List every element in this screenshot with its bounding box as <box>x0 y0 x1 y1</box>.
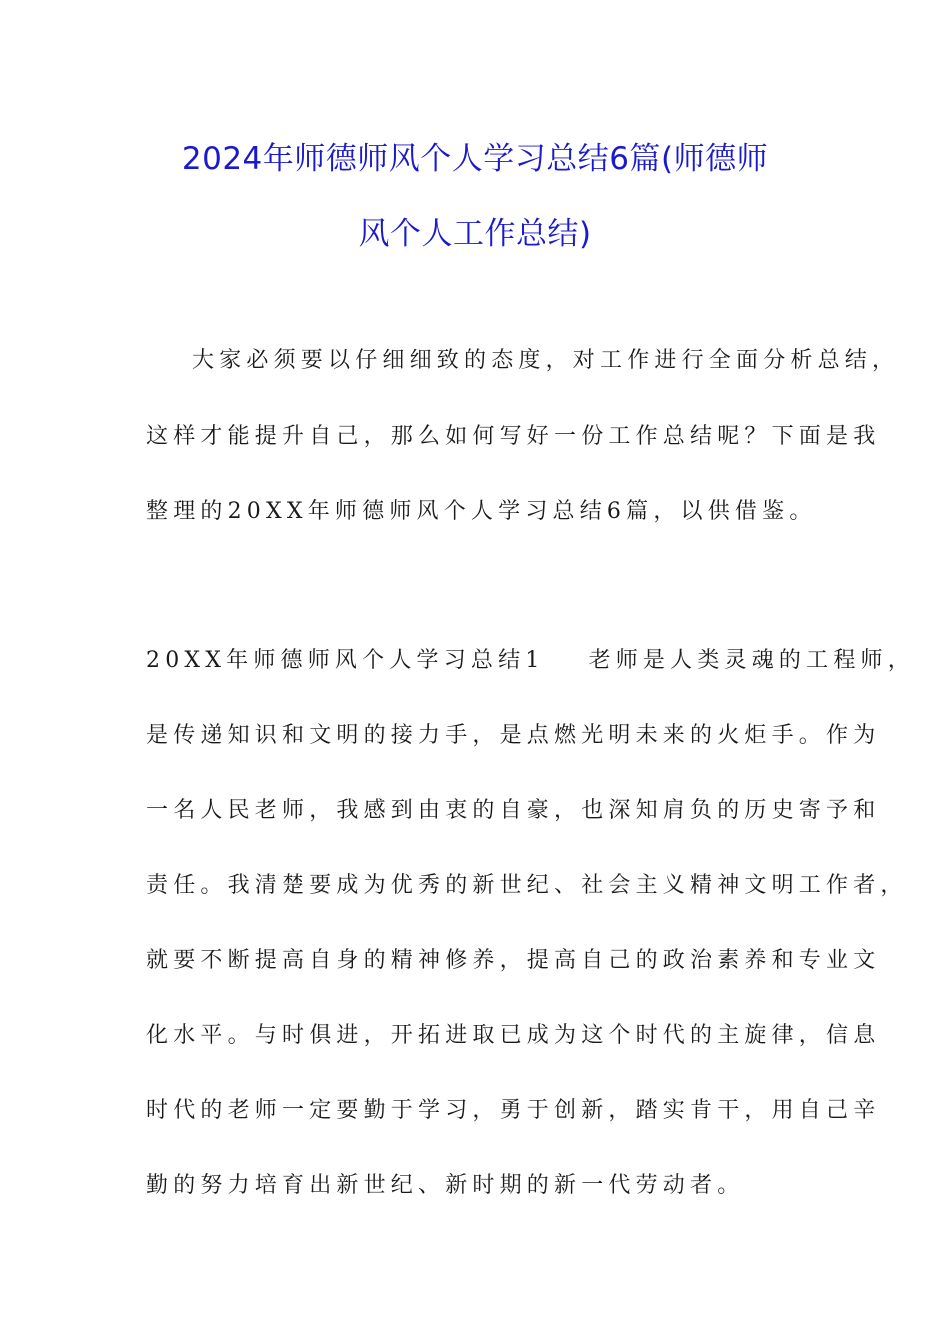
document-title-line-1: 2024年师德师风个人学习总结6篇(师德师 <box>181 141 769 177</box>
paragraph-line: 是传递知识和文明的接力手，是点燃光明未来的火炬手。作为 <box>146 723 881 748</box>
paragraph-line: 一名人民老师，我感到由衷的自豪，也深知肩负的历史寄予和 <box>146 798 881 823</box>
paragraph-text: 老师是人类灵魂的工程师， <box>588 648 915 673</box>
intro-line: 整理的20XX年师德师风个人学习总结6篇，以供借鉴。 <box>146 499 817 524</box>
paragraph-line: 时代的老师一定要勤于学习，勇于创新，踏实肯干，用自己辛 <box>146 1098 881 1123</box>
section-first-line <box>146 647 915 675</box>
intro-line: 这样才能提升自己，那么如何写好一份工作总结呢？下面是我 <box>146 424 881 449</box>
intro-line: 大家必须要以仔细细致的态度，对工作进行全面分析总结， <box>192 348 900 373</box>
paragraph-line: 化水平。与时俱进，开拓进取已成为这个时代的主旋律，信息 <box>146 1023 881 1048</box>
paragraph-line: 就要不断提高自身的精神修养，提高自己的政治素养和专业文 <box>146 948 881 973</box>
paragraph-line: 勤的努力培育出新世纪、新时期的新一代劳动者。 <box>146 1173 745 1198</box>
document-title-line-2: 风个人工作总结) <box>358 216 592 252</box>
section-heading: 20XX年师德师风个人学习总结1 <box>146 648 545 673</box>
paragraph-line: 责任。我清楚要成为优秀的新世纪、社会主义精神文明工作者， <box>146 873 908 898</box>
